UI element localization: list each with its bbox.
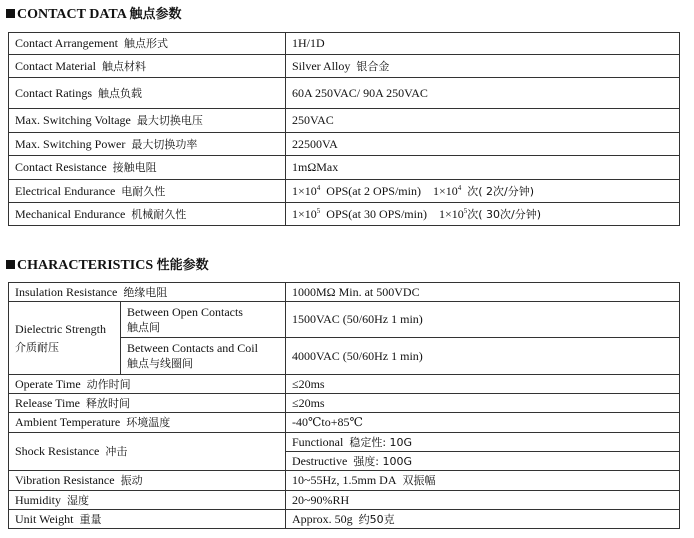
table-row [9, 433, 680, 452]
table-row [9, 55, 680, 78]
ambient-temperature-label: Ambient Temperature 环境温度 [9, 413, 286, 433]
table-row [9, 78, 680, 109]
contact-ratings-value: 60A 250VAC/ 90A 250VAC [286, 78, 680, 109]
contact-arrangement-label: Contact Arrangement 触点形式 [9, 33, 286, 55]
table-row [9, 413, 680, 433]
table-row [9, 491, 680, 510]
table-row [9, 33, 680, 55]
unit-weight-value: Approx. 50g 约50克 [286, 510, 680, 529]
between-open-contacts-value: 1500VAC (50/60Hz 1 min) [286, 302, 680, 338]
table-row [9, 203, 680, 226]
operate-time-label: Operate Time 动作时间 [9, 375, 286, 394]
release-time-label: Release Time 释放时间 [9, 394, 286, 413]
table-row [9, 133, 680, 156]
vibration-resistance-value: 10~55Hz, 1.5mm DA 双振幅 [286, 471, 680, 491]
shock-functional-value: Functional 稳定性: 10G [286, 433, 680, 452]
table-row [9, 180, 680, 203]
max-switching-voltage-label: Max. Switching Voltage 最大切换电压 [9, 109, 286, 133]
contact-arrangement-value: 1H/1D [286, 33, 680, 55]
table-row [9, 156, 680, 180]
characteristics-table [8, 282, 680, 529]
contact-data-heading: CONTACT DATA 触点参数 [6, 7, 182, 23]
mechanical-endurance-value: $1\times 10^5$ OPS(at 30 OPS/min) $1\times 10^5$次( 30次/分钟) [286, 203, 680, 226]
square-bullet-icon [6, 9, 15, 18]
ambient-temperature-value: -40℃to+85℃ [286, 413, 680, 433]
square-bullet-icon [6, 260, 15, 269]
table-row [9, 109, 680, 133]
vibration-resistance-label: Vibration Resistance 振动 [9, 471, 286, 491]
operate-time-value: ≤20ms [286, 375, 680, 394]
table-row [9, 510, 680, 529]
electrical-endurance-label: Electrical Endurance 电耐久性 [9, 180, 286, 203]
between-contacts-coil-label: Between Contacts and Coil 触点与线圈间 [121, 338, 286, 375]
humidity-value: 20~90%RH [286, 491, 680, 510]
shock-resistance-label: Shock Resistance 冲击 [9, 433, 286, 471]
max-switching-power-label: Max. Switching Power 最大切换功率 [9, 133, 286, 156]
characteristics-heading: CHARACTERISTICS 性能参数 [6, 258, 209, 274]
between-contacts-coil-value: 4000VAC (50/60Hz 1 min) [286, 338, 680, 375]
shock-destructive-value: Destructive 强度: 100G [286, 452, 680, 471]
contact-data-table [8, 32, 680, 226]
table-row [9, 471, 680, 491]
between-open-contacts-label: Between Open Contacts 触点间 [121, 302, 286, 338]
max-switching-voltage-value: 250VAC [286, 109, 680, 133]
electrical-endurance-value: $1\times 10^4$ OPS(at 2 OPS/min) $1\times 10^4$ 次( 2次/分钟) [286, 180, 680, 203]
contact-ratings-label: Contact Ratings 触点负载 [9, 78, 286, 109]
max-switching-power-value: 22500VA [286, 133, 680, 156]
insulation-resistance-label: Insulation Resistance 绝缘电阻 [9, 283, 286, 302]
contact-material-label: Contact Material 触点材料 [9, 55, 286, 78]
contact-resistance-label: Contact Resistance 接触电阻 [9, 156, 286, 180]
table-row [9, 375, 680, 394]
release-time-value: ≤20ms [286, 394, 680, 413]
contact-resistance-value: 1mΩMax [286, 156, 680, 180]
mechanical-endurance-label: Mechanical Endurance 机械耐久性 [9, 203, 286, 226]
unit-weight-label: Unit Weight 重量 [9, 510, 286, 529]
table-row [9, 302, 680, 338]
dielectric-strength-label: Dielectric Strength 介质耐压 [9, 302, 121, 375]
table-row [9, 283, 680, 302]
contact-material-value: Silver Alloy 银合金 [286, 55, 680, 78]
insulation-resistance-value: 1000MΩ Min. at 500VDC [286, 283, 680, 302]
humidity-label: Humidity 湿度 [9, 491, 286, 510]
table-row [9, 394, 680, 413]
